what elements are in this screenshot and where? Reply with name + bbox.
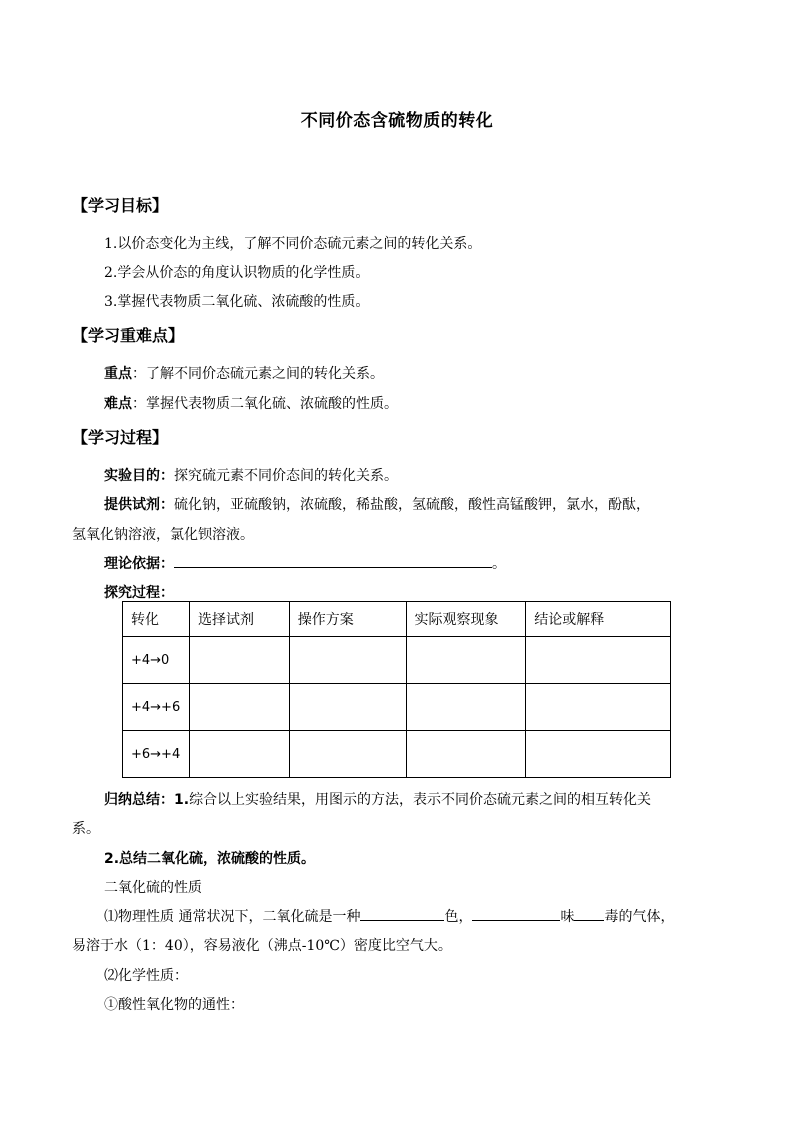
physical-properties-line: [104, 906, 674, 926]
table-header: 选择试剂: [189, 602, 289, 637]
summary-item1-number: 1.: [174, 792, 190, 808]
table-row: [123, 731, 671, 778]
table-cell-conversion: +4→0: [123, 637, 190, 684]
table-cell[interactable]: [526, 637, 671, 684]
basis-label: 理论依据：: [104, 556, 174, 572]
physical-toxic: 毒的气体，: [604, 909, 675, 925]
basis-line: [104, 553, 506, 573]
toxicity-blank[interactable]: [574, 906, 604, 921]
table-header: 结论或解释: [526, 602, 671, 637]
process-label: 探究过程：: [104, 585, 174, 601]
basis-blank[interactable]: [174, 553, 492, 568]
summary-line-2: 系。: [72, 821, 100, 837]
table-cell-conversion: +6→+4: [123, 731, 190, 778]
table-row: [123, 684, 671, 731]
table-cell[interactable]: [189, 684, 289, 731]
goal-item-2: 2.学会从价态的角度认识物质的化学性质。: [104, 265, 370, 281]
difficulty-text: ：掌握代表物质二氧化硫、浓硫酸的性质。: [132, 396, 398, 412]
table-header: 操作方案: [289, 602, 406, 637]
table-cell[interactable]: [406, 731, 526, 778]
summary-item-2: 2.总结二氧化硫，浓硫酸的性质。: [104, 851, 316, 867]
section-goals-heading: 【学习目标】: [72, 196, 169, 215]
summary-line-1: [104, 789, 651, 809]
section-process-heading: 【学习过程】: [72, 428, 169, 447]
table-cell[interactable]: [406, 684, 526, 731]
physical-smell: 味: [560, 909, 575, 925]
table-row: [123, 637, 671, 684]
focus-label: 重点: [104, 366, 132, 382]
physical-properties-line-2: 易溶于水（1：40），容易液化（沸点-10℃）密度比空气大。: [72, 938, 452, 954]
reagents-label: 提供试剂：: [104, 497, 174, 513]
table-cell[interactable]: [526, 684, 671, 731]
physical-color: 色，: [444, 909, 473, 925]
reagents-line-2: 氢氧化钠溶液，氯化钡溶液。: [72, 527, 254, 543]
table-cell[interactable]: [406, 637, 526, 684]
color-blank[interactable]: [360, 906, 444, 921]
goal-item-1: 1.以价态变化为主线，了解不同价态硫元素之间的转化关系。: [104, 236, 482, 252]
table-cell-conversion: +4→+6: [123, 684, 190, 731]
experiment-table: [122, 601, 671, 778]
acidic-oxide-line: ①酸性氧化物的通性：: [104, 997, 244, 1013]
smell-blank[interactable]: [472, 906, 560, 921]
table-cell[interactable]: [289, 637, 406, 684]
focus-text: ：了解不同价态硫元素之间的转化关系。: [132, 366, 384, 382]
purpose-text: 探究硫元素不同价态间的转化关系。: [174, 468, 398, 484]
reagents-line: [104, 494, 650, 514]
table-header: 实际观察现象: [406, 602, 526, 637]
process-label-line: [104, 582, 174, 602]
table-header: 转化: [123, 602, 190, 637]
page-title: 不同价态含硫物质的转化: [300, 111, 494, 131]
chemical-properties-heading: ⑵化学性质：: [104, 968, 188, 984]
table-cell[interactable]: [189, 731, 289, 778]
goal-item-3: 3.掌握代表物质二氧化硫、浓硫酸的性质。: [104, 294, 370, 310]
table-cell[interactable]: [526, 731, 671, 778]
purpose-line: [104, 465, 398, 485]
difficulty-line: [104, 393, 398, 413]
basis-end: 。: [492, 556, 506, 572]
difficulty-label: 难点: [104, 396, 132, 412]
summary-label: 归纳总结：: [104, 792, 174, 808]
purpose-label: 实验目的：: [104, 468, 174, 484]
reagents-text: 硫化钠，亚硫酸钠，浓硫酸，稀盐酸，氢硫酸，酸性高锰酸钾，氯水，酚酞，: [174, 497, 650, 513]
table-cell[interactable]: [289, 731, 406, 778]
section-key-points-heading: 【学习重难点】: [72, 326, 185, 345]
so2-title: 二氧化硫的性质: [104, 880, 202, 896]
physical-label: ⑴物理性质 通常状况下，二氧化硫是一种: [104, 909, 361, 925]
table-header-row: [123, 602, 671, 637]
summary-item1-text: 综合以上实验结果，用图示的方法，表示不同价态硫元素之间的相互转化关: [189, 792, 652, 808]
table-cell[interactable]: [289, 684, 406, 731]
table-cell[interactable]: [189, 637, 289, 684]
focus-line: [104, 363, 384, 383]
